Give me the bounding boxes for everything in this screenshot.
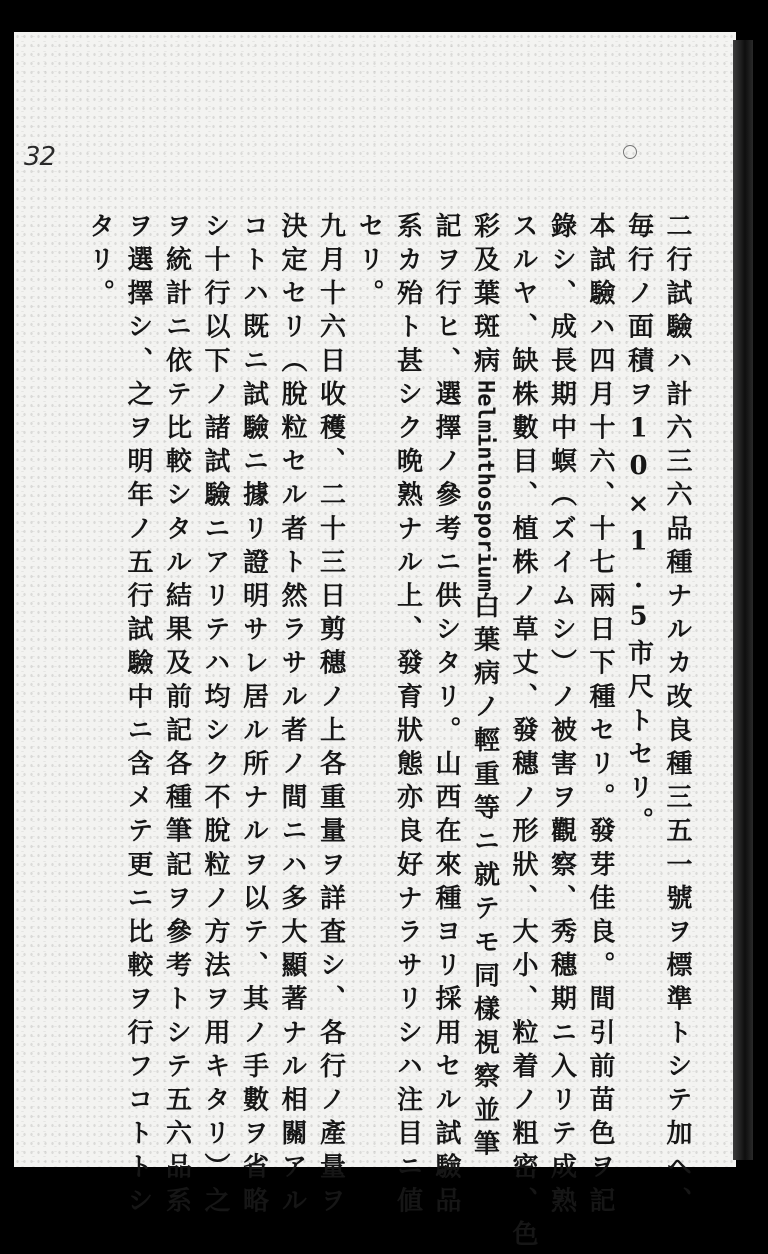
text-column: 二行試驗ハ計六三六品種ナルカ改良種三五一號ヲ標準トシテ加ヘ、	[662, 212, 692, 1220]
text-column: セリ。	[354, 212, 384, 313]
text-column: タリ。	[84, 212, 115, 313]
print-mark	[623, 145, 637, 159]
text-column: コトハ既ニ試驗ニ據リ證明サレ居ル所ナルヲ以テ、其ノ手數ヲ省略	[238, 212, 269, 1220]
text-column: ヲ統計ニ依テ比較シタル結果及前記各種筆記ヲ參考トシテ五六品系	[161, 212, 192, 1220]
text-run: 彩及葉斑病	[469, 212, 500, 380]
text-column: 記ヲ行ヒ、選擇ノ參考ニ供シタリ。山西在來種ヨリ採用セル試驗品	[431, 212, 461, 1220]
text-column: 決定セリ（脫粒セル者ト然ラサル者ノ間ニハ多大顯著ナル相關アル	[277, 212, 307, 1220]
text-column: 錄シ、成長期中螟（ズイムシ）ノ被害ヲ觀察、秀穗期ニ入リテ成熟	[546, 212, 577, 1220]
text-column: シ十行以下ノ諸試驗ニアリテハ均シク不脫粒ノ方法ヲ用キタリ）之	[200, 212, 230, 1220]
body-text	[80, 212, 696, 1254]
text-column: 本試驗ハ四月十六、十七兩日下種セリ。發芽佳良。間引前苗色ヲ記	[585, 212, 615, 1220]
text-column: スルヤ、缺株數目、植株ノ草丈、發穗ノ形狀、大小、粒着ノ粗密、色	[508, 212, 538, 1254]
text-column: 九月十六日收穫、二十三日剪穗ノ上各重量ヲ詳査シ、各行ノ產量ヲ	[315, 212, 346, 1220]
text-column: 系カ殆ト甚シク晩熟ナル上、發育狀態亦良好ナラサリシハ注目ニ値	[392, 212, 423, 1220]
page-number: 32	[24, 142, 56, 172]
book-spine-shadow	[733, 40, 753, 1160]
text-column: 毎行ノ面積ヲ10×1.5市尺トセリ。	[623, 212, 654, 841]
text-column	[465, 212, 504, 1164]
text-column: ヲ選擇シ、之ヲ明年ノ五行試驗中ニ含メテ更ニ比較ヲ行フコトトシ	[123, 212, 153, 1220]
text-run: 白葉病ノ輕重等ニ就テモ同樣視察並筆	[469, 591, 500, 1164]
latin-term: Helminthosporium	[472, 380, 498, 592]
